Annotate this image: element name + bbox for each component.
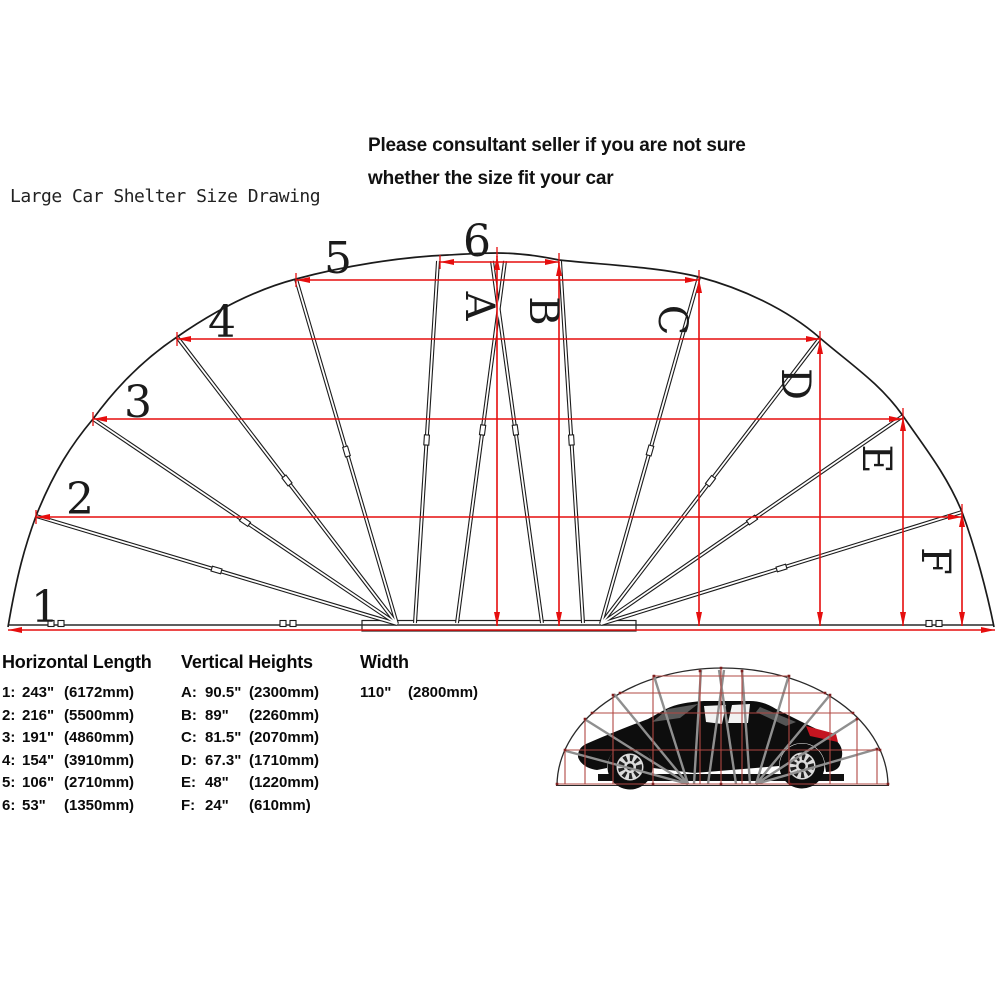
legend-row: A: 90.5" (2300mm) <box>181 684 320 701</box>
h-label-5: 5 <box>324 233 352 284</box>
legend-row: 4: 154" (3910mm) <box>2 751 135 769</box>
legend-row: 110" (2800mm) <box>360 684 479 701</box>
h-label-1: 1 <box>31 582 59 633</box>
legend-row: 1: 243" (6172mm) <box>2 684 135 701</box>
car-silhouette <box>578 701 844 790</box>
legend-row: F: 24" (610mm) <box>181 796 311 814</box>
rib-joints <box>211 425 787 574</box>
legend-row: 5: 106" (2710mm) <box>2 774 135 792</box>
h-label-6: 6 <box>463 216 491 267</box>
legend-row: B: 89" (2260mm) <box>181 706 320 724</box>
legend-row: C: 81.5" (2070mm) <box>181 729 320 747</box>
v-label-D: D <box>772 367 818 401</box>
front-wheel <box>608 745 653 790</box>
legend-horizontal-heading: Horizontal Length <box>2 652 152 672</box>
h-label-3: 3 <box>124 377 152 428</box>
h-label-2: 2 <box>66 474 94 525</box>
dimension-ticks <box>36 247 962 524</box>
legend-row: E: 48" (1220mm) <box>181 774 320 792</box>
legend-vertical-heading: Vertical Heights <box>181 652 313 672</box>
legend-row: 2: 216" (5500mm) <box>2 706 135 724</box>
mini-shelter-preview <box>556 667 890 790</box>
v-label-B: B <box>520 296 566 326</box>
legend-row: 3: 191" (4860mm) <box>2 729 135 747</box>
v-label-A: A <box>456 291 502 321</box>
seller-notice-line2: whether the size fit your car <box>368 168 614 189</box>
legend-row: D: 67.3" (1710mm) <box>181 751 320 769</box>
seller-notice-line1: Please consultant seller if you are not sure <box>368 135 746 156</box>
h-label-4: 4 <box>208 297 236 348</box>
legend-row: 6: 53" (1350mm) <box>2 796 135 814</box>
v-label-C: C <box>649 304 695 336</box>
drawing-title: Large Car Shelter Size Drawing <box>10 186 321 207</box>
legend-width-heading: Width <box>360 652 409 672</box>
v-label-E: E <box>853 444 899 474</box>
v-label-F: F <box>912 547 958 575</box>
